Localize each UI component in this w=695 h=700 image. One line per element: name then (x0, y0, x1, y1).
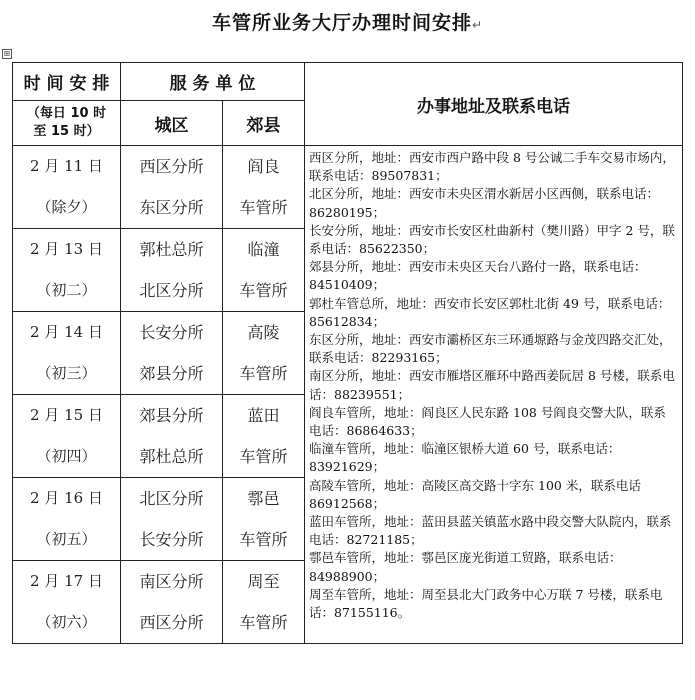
city-unit: 郭杜总所 (139, 240, 204, 259)
lunar-date: （初四） (36, 447, 97, 465)
date: 2 月 11 日 (30, 157, 103, 175)
date: 2 月 15 日 (30, 406, 103, 424)
lunar-date: （初五） (36, 530, 97, 548)
paragraph-mark: ↵ (471, 18, 484, 32)
lunar-date: （除夕） (36, 198, 97, 216)
date: 2 月 14 日 (30, 323, 103, 341)
city-units (121, 229, 223, 312)
date: 2 月 13 日 (30, 240, 103, 258)
suburb-unit: 车管所 (239, 281, 288, 300)
suburb-unit: 鄠邑 (247, 489, 280, 508)
suburb-unit: 车管所 (239, 364, 288, 383)
suburb-unit: 阎良 (247, 157, 280, 176)
date: 2 月 17 日 (30, 572, 103, 590)
address-entry: 鄠邑车管所，地址：鄠邑区庞光街道工贸路，联系电话：84988900； (309, 550, 622, 584)
city-unit: 北区分所 (139, 489, 204, 508)
address-entry: 蓝田车管所，地址：蓝田县蓝关镇蓝水路中段交警大队院内，联系电话：82721185； (309, 514, 672, 548)
city-units (121, 561, 223, 644)
page-title: 车管所业务大厅办理时间安排↵ (211, 12, 484, 34)
city-unit: 郊县分所 (139, 406, 204, 425)
city-unit: 东区分所 (139, 198, 204, 217)
suburb-units (223, 229, 305, 312)
city-unit: 西区分所 (139, 613, 204, 632)
suburb-unit: 车管所 (239, 198, 288, 217)
table-move-handle-icon[interactable]: ⊞ (3, 49, 11, 58)
suburb-unit: 高陵 (247, 323, 280, 342)
address-entry: 郊县分所，地址：西安市未央区天台八路付一路，联系电话：84510409； (309, 259, 647, 293)
address-entry: 北区分所，地址：西安市未央区渭水新居小区西侧，联系电话：86280195； (309, 186, 660, 220)
address-entry: 郭杜车管总所，地址：西安市长安区郭杜北街 49 号，联系电话：85612834； (309, 295, 671, 329)
suburb-unit: 蓝田 (247, 406, 280, 425)
date-cell (13, 146, 121, 229)
suburb-unit: 车管所 (239, 613, 288, 632)
suburb-unit: 车管所 (239, 447, 288, 466)
date-cell (13, 312, 121, 395)
date-cell (13, 229, 121, 312)
address-header: 办事地址及联系电话 (305, 63, 683, 146)
suburb-units (223, 395, 305, 478)
suburb-units (223, 312, 305, 395)
suburb-units (223, 561, 305, 644)
lunar-date: （初六） (36, 613, 97, 631)
address-entry: 阎良车管所，地址：阎良区人民东路 108 号阎良交警大队，联系电话：86864633； (309, 404, 666, 439)
city-unit: 北区分所 (139, 281, 204, 300)
address-entry: 高陵车管所，地址：高陵区高交路十字东 100 米，联系电话 86912568； (309, 477, 641, 511)
date-cell (13, 478, 121, 561)
city-unit: 郊县分所 (139, 364, 204, 383)
address-entry: 长安分所，地址：西安市长安区杜曲新村（樊川路）甲字 2 号，联系电话：85622350； (309, 222, 675, 257)
date-cell (13, 561, 121, 644)
city-unit: 长安分所 (139, 530, 204, 549)
city-unit: 西区分所 (139, 157, 204, 176)
address-entry: 临潼车管所，地址：临潼区银桥大道 60 号，联系电话：83921629； (309, 441, 621, 475)
date-cell (13, 395, 121, 478)
address-list (305, 146, 683, 644)
city-units (121, 312, 223, 395)
address-entry: 南区分所，地址：西安市雁塔区雁环中路西姜阮居 8 号楼，联系电话：88239551； (309, 368, 675, 402)
city-unit: 郭杜总所 (139, 447, 204, 466)
lunar-date: （初二） (36, 281, 97, 299)
suburb-unit: 周至 (247, 572, 280, 591)
city-units (121, 395, 223, 478)
address-entry: 周至车管所，地址：周至县北大门政务中心万联 7 号楼，联系电话：87155116。 (309, 586, 663, 621)
suburb-unit: 车管所 (239, 530, 288, 549)
city-unit: 南区分所 (139, 572, 204, 591)
address-entry: 东区分所，地址：西安市灞桥区东三环通塬路与金茂四路交汇处，联系电话：82293165； (309, 332, 672, 366)
time-header: 时 间 安 排 (13, 63, 121, 101)
date: 2 月 16 日 (30, 489, 103, 507)
service-unit-header: 服 务 单 位 (121, 63, 305, 101)
suburb-units (223, 478, 305, 561)
schedule-table (12, 62, 683, 644)
time-note: （每日 10 时至 15 时） (13, 101, 121, 146)
city-header: 城区 (121, 101, 223, 146)
lunar-date: （初三） (36, 364, 97, 382)
address-entry: 西区分所，地址：西安市西户路中段 8 号公诚二手车交易市场内，联系电话：89507831； (309, 150, 675, 184)
table-row (13, 146, 683, 229)
city-units (121, 478, 223, 561)
suburb-header: 郊县 (223, 101, 305, 146)
suburb-units (223, 146, 305, 229)
city-unit: 长安分所 (139, 323, 204, 342)
city-units (121, 146, 223, 229)
suburb-unit: 临潼 (247, 240, 280, 259)
